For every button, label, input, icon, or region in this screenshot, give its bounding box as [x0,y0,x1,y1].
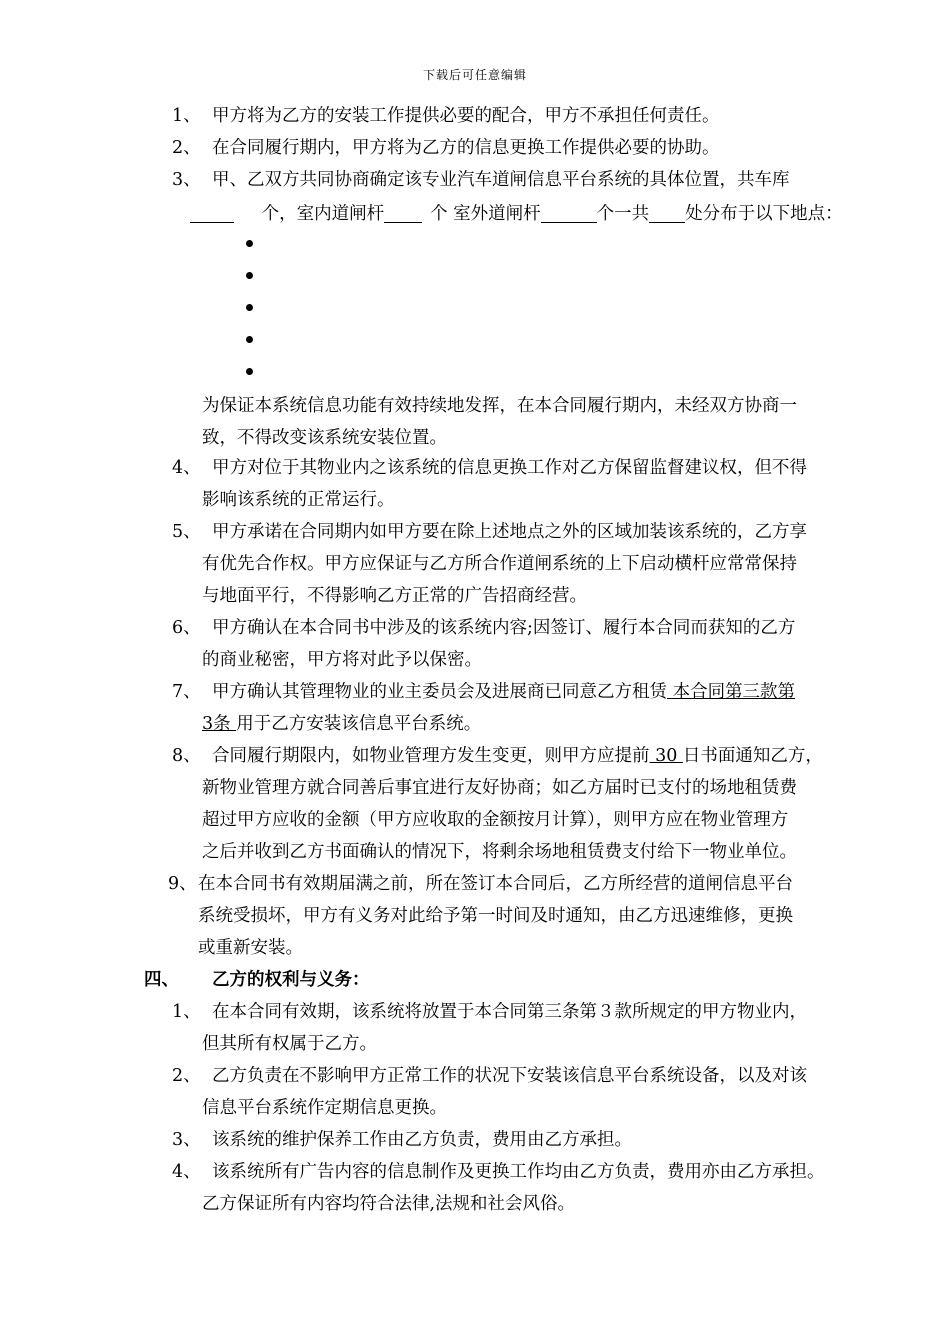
clause-number: 5、 [172,522,201,542]
clause-a9-cont: 或重新安装。 [198,938,303,958]
bullet-point [246,368,253,375]
clause-a3-line2: 个，室内道闸杆 个 室外道闸杆 个一共 处分布于以下地点： [190,198,843,230]
clause-text: 甲方确认在本合同书中涉及的该系统内容;因签订、履行本合同而获知的乙方 [212,618,796,638]
clause-a8-cont: 超过甲方应收的金额（甲方应收取的金额按月计算），则甲方应在物业管理方 [202,810,789,830]
clause-text: 在本合同书有效期届满之前，所在签订本合同后，乙方所经营的道闸信息平台 [198,874,793,894]
clause-number: 6、 [172,618,201,638]
clause-b4-cont: 乙方保证所有内容均符合法律,法规和社会风俗。 [202,1194,576,1214]
bullet-point [246,336,253,343]
clause-a8-cont: 新物业管理方就合同善后事宜进行友好协商；如乙方届时已支付的场地租赁费 [202,778,797,798]
blank-garage-count [190,202,234,223]
clause-number: 4、 [172,458,201,478]
underlined-reference: 本合同第三款第 [667,682,796,702]
clause-number: 2、 [172,1066,201,1086]
clause-a8-cont: 之后并收到乙方书面确认的情况下，将剩余场地租赁费支付给下一物业单位。 [202,842,797,862]
clause-b1-cont: 但其所有权属于乙方。 [202,1034,377,1054]
clause-number: 1、 [172,106,201,126]
clause-number: 4、 [172,1162,201,1182]
blank-total-count [649,202,685,223]
clause-text: 该系统的维护保养工作由乙方负责，费用由乙方承担。 [212,1130,632,1150]
bullet-point [246,272,253,279]
clause-text: 乙方负责在不影响甲方正常工作的状况下安装该信息平台系统设备，以及对该 [212,1066,807,1086]
bullet-point [246,304,253,311]
clause-text: 在本合同有效期，该系统将放置于本合同第三条第３款所规定的甲方物业内， [212,1002,807,1022]
clause-text: 在合同履行期内，甲方将为乙方的信息更换工作提供必要的协助。 [212,138,720,158]
clause-number: 3、 [172,1130,201,1150]
paragraph-after-list-cont: 致，不得改变该系统安装位置。 [202,428,447,448]
clause-number: 3、 [172,170,201,190]
clause-text: 甲方承诺在合同期内如甲方要在除上述地点之外的区域加装该系统的，乙方享 [212,522,807,542]
blank-outdoor-count [541,202,597,223]
underlined-reference: 3条 [202,714,237,734]
clause-text: 甲方对位于其物业内之该系统的信息更换工作对乙方保留监督建议权，但不得 [212,458,807,478]
clause-b2-cont: 信息平台系统作定期信息更换。 [202,1098,447,1118]
notice-days: 30 [649,746,683,766]
clause-a6-cont: 的商业秘密，甲方将对此予以保密。 [202,650,482,670]
clause-a9-cont: 系统受损坏，甲方有义务对此给予第一时间及时通知，由乙方迅速维修，更换 [198,906,793,926]
section-number: 四、 [144,970,179,990]
clause-number: 7、 [172,682,201,702]
clause-number: 1、 [172,1002,201,1022]
clause-number: 8、 [172,746,201,766]
clause-text: 甲、乙双方共同协商确定该专业汽车道闸信息平台系统的具体位置，共车库 [212,170,790,190]
clause-a5-cont: 有优先合作权。甲方应保证与乙方所合作道闸系统的上下启动横杆应常常保持 [202,554,797,574]
blank-indoor-count [384,202,422,223]
page-header: 下载后可任意编辑 [422,68,527,82]
paragraph-after-list: 为保证本系统信息功能有效持续地发挥，在本合同履行期内，未经双方协商一 [202,396,797,416]
clause-text: 该系统所有广告内容的信息制作及更换工作均由乙方负责，费用亦由乙方承担。 [212,1162,825,1182]
clause-text: 甲方将为乙方的安装工作提供必要的配合，甲方不承担任何责任。 [212,106,720,126]
section-title: 乙方的权利与义务： [212,970,370,990]
bullet-point [246,240,253,247]
clause-a4-cont: 影响该系统的正常运行。 [202,490,395,510]
clause-a5-cont: 与地面平行，不得影响乙方正常的广告招商经营。 [202,586,587,606]
clause-a7-cont: 3条 用于乙方安装该信息平台系统。 [202,714,482,734]
clause-number: 9、 [168,874,197,894]
clause-number: 2、 [172,138,201,158]
